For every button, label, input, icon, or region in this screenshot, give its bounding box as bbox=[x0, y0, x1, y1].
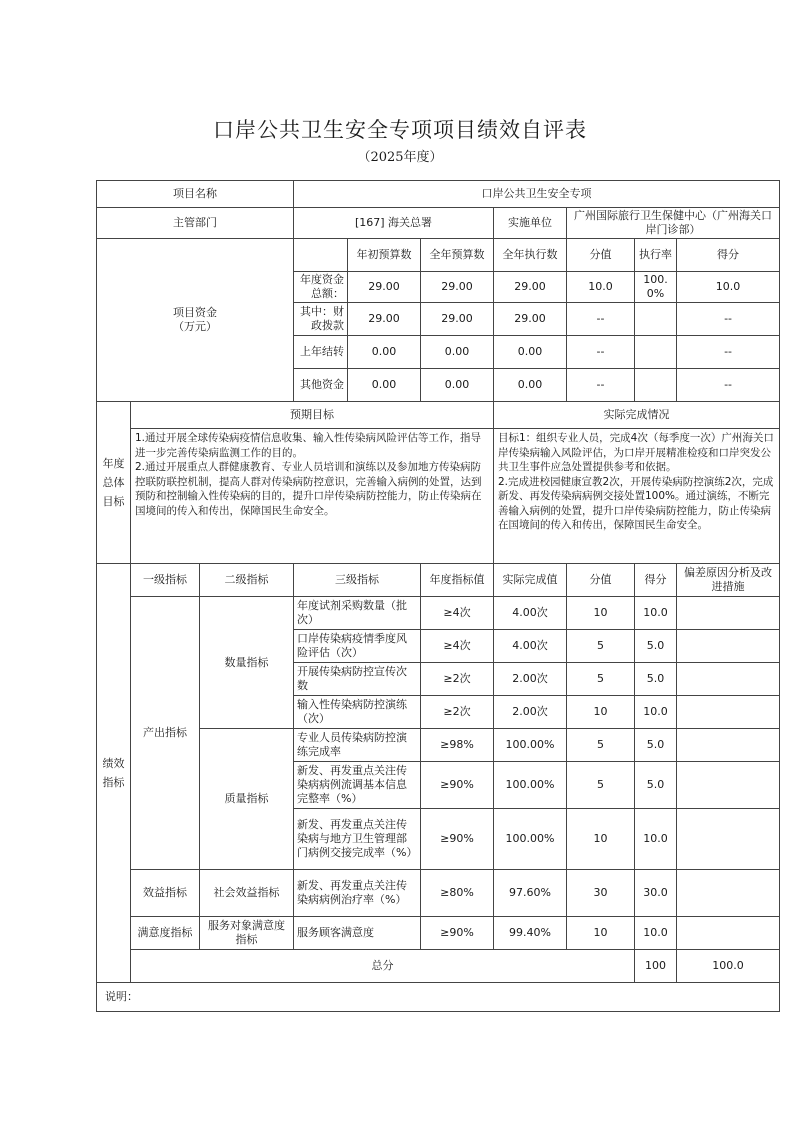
indicator-target: ≥90% bbox=[421, 762, 494, 809]
level2-social: 社会效益指标 bbox=[200, 870, 294, 917]
indicator-score: 10 bbox=[567, 696, 635, 729]
indicator-target: ≥4次 bbox=[421, 630, 494, 663]
funds-cell: 10.0 bbox=[677, 272, 780, 303]
indicator-actual: 4.00次 bbox=[494, 597, 567, 630]
funds-cell: -- bbox=[567, 303, 635, 336]
goals-section-label: 年度总体目标 bbox=[97, 402, 131, 564]
indicator-score: 5 bbox=[567, 762, 635, 809]
funds-cell bbox=[635, 336, 677, 369]
indicator-got: 10.0 bbox=[635, 696, 677, 729]
total-score: 100 bbox=[635, 950, 677, 983]
indicators-section-label: 绩效指标 bbox=[97, 564, 131, 983]
level1-output: 产出指标 bbox=[131, 597, 200, 870]
actual-result-text: 目标1：组织专业人员，完成4次（每季度一次）广州海关口岸传染病输入风险评估，为口岸开展精准检疫和口岸突发公共卫生事件应急处置提供参考和依据。 2.完成进校园健康宣教2次，开展传染病防控演练2次，完成新发、再发传染病病例交接处置100%。通过演练，不断完善输入病例的处置，提升口岸传染病防控能力，防止传染病在国境间的传入和传出，保障国民生命安全。 bbox=[494, 429, 780, 564]
indicator-name: 服务顾客满意度 bbox=[294, 917, 421, 950]
indicator-header: 二级指标 bbox=[200, 564, 294, 597]
funds-cell: 0.00 bbox=[494, 336, 567, 369]
indicator-header: 得分 bbox=[635, 564, 677, 597]
funds-blank-header bbox=[294, 239, 348, 272]
level2-quantity: 数量指标 bbox=[200, 597, 294, 729]
indicator-name: 新发、再发重点关注传染病病例流调基本信息完整率（%） bbox=[294, 762, 421, 809]
funds-cell: -- bbox=[567, 336, 635, 369]
funds-cell: 0.00 bbox=[421, 336, 494, 369]
dept-value: [167] 海关总署 bbox=[294, 208, 494, 239]
funds-label-text: 项目资金 （万元） bbox=[173, 306, 217, 333]
funds-header: 年初预算数 bbox=[348, 239, 421, 272]
indicator-target: ≥4次 bbox=[421, 597, 494, 630]
indicator-got: 5.0 bbox=[635, 762, 677, 809]
indicator-header: 一级指标 bbox=[131, 564, 200, 597]
indicator-note bbox=[677, 696, 780, 729]
indicator-score: 5 bbox=[567, 663, 635, 696]
indicator-actual: 2.00次 bbox=[494, 663, 567, 696]
expected-goal-header: 预期目标 bbox=[131, 402, 494, 429]
indicator-got: 5.0 bbox=[635, 729, 677, 762]
level2-service: 服务对象满意度指标 bbox=[200, 917, 294, 950]
level2-quality: 质量指标 bbox=[200, 729, 294, 870]
indicator-score: 10 bbox=[567, 809, 635, 870]
indicator-got: 10.0 bbox=[635, 917, 677, 950]
project-name-label: 项目名称 bbox=[97, 181, 294, 208]
indicator-note bbox=[677, 663, 780, 696]
indicator-header: 三级指标 bbox=[294, 564, 421, 597]
indicator-name: 专业人员传染病防控演练完成率 bbox=[294, 729, 421, 762]
funds-header: 分值 bbox=[567, 239, 635, 272]
indicator-note bbox=[677, 870, 780, 917]
funds-cell: -- bbox=[567, 369, 635, 402]
indicator-note bbox=[677, 809, 780, 870]
indicator-header: 实际完成值 bbox=[494, 564, 567, 597]
funds-cell: 0.00 bbox=[494, 369, 567, 402]
funds-cell bbox=[635, 303, 677, 336]
indicator-name: 输入性传染病防控演练（次） bbox=[294, 696, 421, 729]
indicator-got: 10.0 bbox=[635, 597, 677, 630]
actual-result-header: 实际完成情况 bbox=[494, 402, 780, 429]
level1-benefit: 效益指标 bbox=[131, 870, 200, 917]
funds-row-label: 年度资金总额： bbox=[294, 272, 348, 303]
indicator-target: ≥90% bbox=[421, 809, 494, 870]
funds-cell: 29.00 bbox=[421, 272, 494, 303]
evaluation-table bbox=[96, 180, 780, 1012]
indicator-name: 新发、再发重点关注传染病与地方卫生管理部门病例交接完成率（%） bbox=[294, 809, 421, 870]
indicator-actual: 2.00次 bbox=[494, 696, 567, 729]
funds-header: 全年预算数 bbox=[421, 239, 494, 272]
funds-header: 得分 bbox=[677, 239, 780, 272]
indicator-actual: 97.60% bbox=[494, 870, 567, 917]
funds-cell bbox=[635, 369, 677, 402]
indicator-actual: 100.00% bbox=[494, 809, 567, 870]
indicator-target: ≥2次 bbox=[421, 696, 494, 729]
total-label: 总分 bbox=[131, 950, 635, 983]
indicator-note bbox=[677, 917, 780, 950]
indicator-target: ≥98% bbox=[421, 729, 494, 762]
note-label: 说明： bbox=[97, 983, 780, 1012]
indicator-name: 年度试剂采购数量（批次） bbox=[294, 597, 421, 630]
funds-cell: 29.00 bbox=[494, 272, 567, 303]
funds-cell: 0.00 bbox=[421, 369, 494, 402]
funds-cell: 100.0% bbox=[635, 272, 677, 303]
funds-cell: 0.00 bbox=[348, 369, 421, 402]
total-got: 100.0 bbox=[677, 950, 780, 983]
funds-cell: 29.00 bbox=[348, 303, 421, 336]
indicator-note bbox=[677, 762, 780, 809]
indicator-score: 30 bbox=[567, 870, 635, 917]
indicator-score: 5 bbox=[567, 630, 635, 663]
impl-label: 实施单位 bbox=[494, 208, 567, 239]
funds-cell: 0.00 bbox=[348, 336, 421, 369]
funds-cell: -- bbox=[677, 336, 780, 369]
indicator-note bbox=[677, 597, 780, 630]
funds-cell: 29.00 bbox=[494, 303, 567, 336]
indicator-got: 5.0 bbox=[635, 630, 677, 663]
dept-label: 主管部门 bbox=[97, 208, 294, 239]
indicator-target: ≥90% bbox=[421, 917, 494, 950]
indicator-name: 口岸传染病疫情季度风险评估（次） bbox=[294, 630, 421, 663]
funds-cell: 29.00 bbox=[421, 303, 494, 336]
indicator-actual: 100.00% bbox=[494, 762, 567, 809]
expected-goal-text: 1.通过开展全球传染病疫情信息收集、输入性传染病风险评估等工作，指导进一步完善传染病监测工作的目的。 2.通过开展重点人群健康教育、专业人员培训和演练以及参加地方传染病防控联防联控机制，提高人群对传染病防控意识，完善输入病例的处置，达到预防和控制输入性传染病的目的，提升口岸传染病防控能力，防止传染病在国境间的传入和传出，保障国民生命安全。 bbox=[131, 429, 494, 564]
indicator-got: 30.0 bbox=[635, 870, 677, 917]
indicator-actual: 100.00% bbox=[494, 729, 567, 762]
indicator-note bbox=[677, 630, 780, 663]
funds-header: 执行率 bbox=[635, 239, 677, 272]
level1-satisfaction: 满意度指标 bbox=[131, 917, 200, 950]
funds-header: 全年执行数 bbox=[494, 239, 567, 272]
funds-cell: 10.0 bbox=[567, 272, 635, 303]
funds-row-label: 其他资金 bbox=[294, 369, 348, 402]
indicator-target: ≥2次 bbox=[421, 663, 494, 696]
page-subtitle: （2025年度） bbox=[357, 150, 443, 165]
funds-section-label bbox=[97, 239, 294, 402]
indicator-header: 分值 bbox=[567, 564, 635, 597]
indicator-header: 偏差原因分析及改进措施 bbox=[677, 564, 780, 597]
funds-row-label: 其中：财政拨款 bbox=[294, 303, 348, 336]
indicator-score: 5 bbox=[567, 729, 635, 762]
page-title: 口岸公共卫生安全专项项目绩效自评表 bbox=[213, 118, 587, 142]
funds-row-label: 上年结转 bbox=[294, 336, 348, 369]
indicator-name: 开展传染病防控宣传次数 bbox=[294, 663, 421, 696]
indicator-got: 5.0 bbox=[635, 663, 677, 696]
funds-cell: -- bbox=[677, 369, 780, 402]
indicator-score: 10 bbox=[567, 917, 635, 950]
indicator-target: ≥80% bbox=[421, 870, 494, 917]
indicator-actual: 4.00次 bbox=[494, 630, 567, 663]
indicator-note bbox=[677, 729, 780, 762]
funds-cell: -- bbox=[677, 303, 780, 336]
indicator-name: 新发、再发重点关注传染病病例治疗率（%） bbox=[294, 870, 421, 917]
indicator-score: 10 bbox=[567, 597, 635, 630]
indicator-got: 10.0 bbox=[635, 809, 677, 870]
indicator-actual: 99.40% bbox=[494, 917, 567, 950]
project-name-value: 口岸公共卫生安全专项 bbox=[294, 181, 780, 208]
funds-cell: 29.00 bbox=[348, 272, 421, 303]
impl-value: 广州国际旅行卫生保健中心（广州海关口岸门诊部） bbox=[567, 208, 780, 239]
indicator-header: 年度指标值 bbox=[421, 564, 494, 597]
